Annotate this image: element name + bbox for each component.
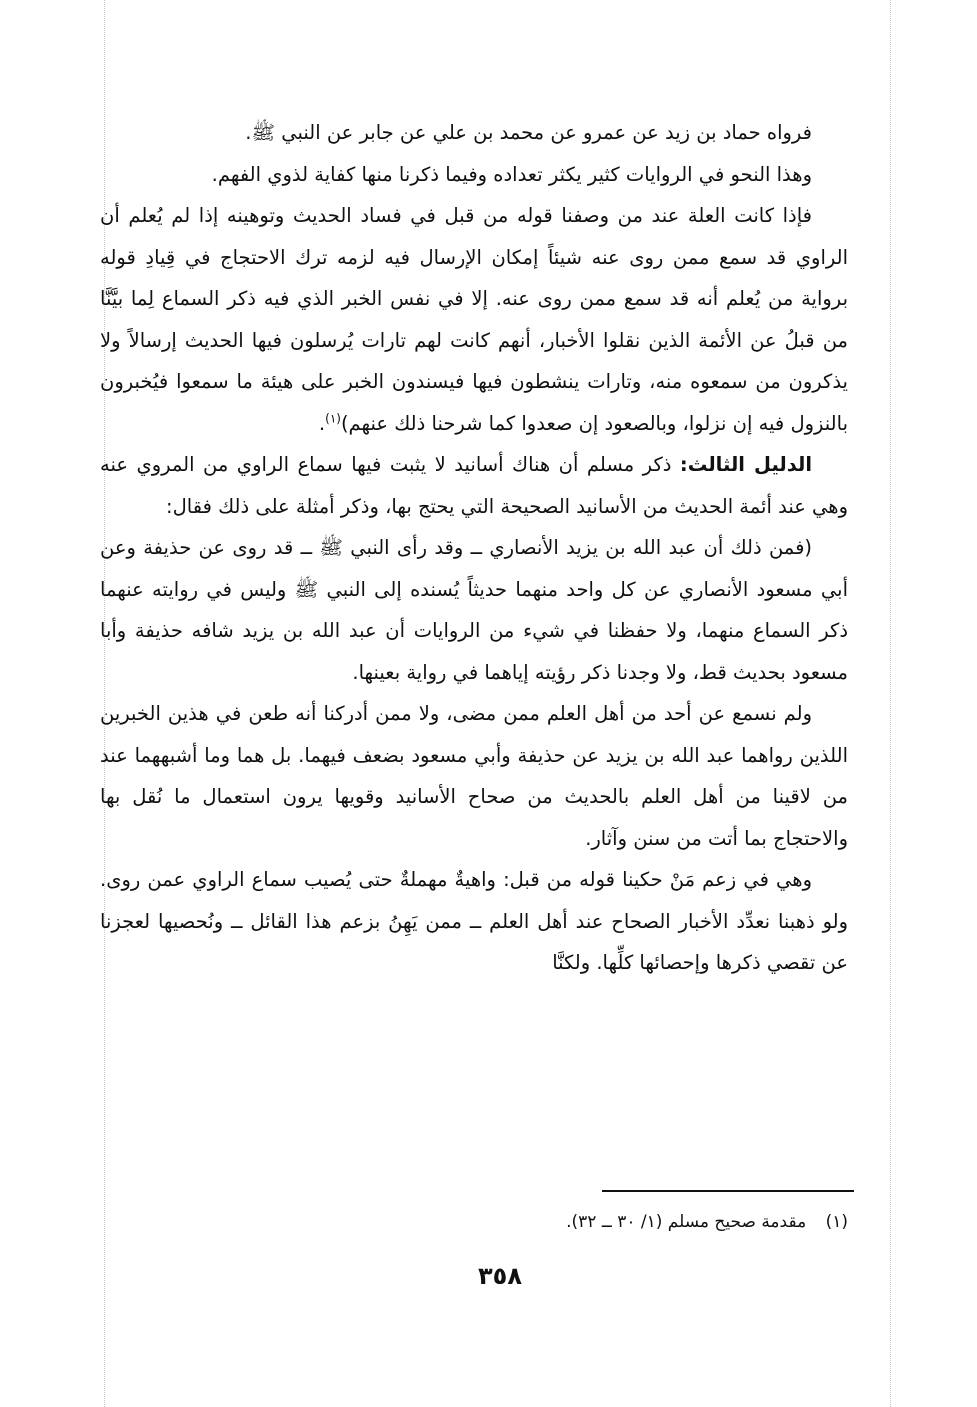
paragraph: وهذا النحو في الروايات كثير يكثر تعداده وفيما ذكرنا منها كفاية لذوي الفهم.	[211, 162, 812, 186]
paragraph: وهي في زعم مَنْ حكينا قوله من قبل: واهيةٌ مهملةٌ حتى يُصيب سماع الراوي عمن روى. ولو ذهبنا نعدِّد الأخبار الصحاح عند أهل العلم ــ ممن يَهِنُ بزعم هذا القائل ــ ونُحصيها لعجزنا عن تقصي ذكرها وإحصائها كلِّها. ولكنَّا	[100, 868, 848, 974]
scan-dotted-line	[890, 0, 891, 1407]
page-number: ٣٥٨	[478, 1262, 522, 1290]
paragraph-text: ذكر مسلم أن هناك أسانيد لا يثبت فيها سماع الراوي من المروي عنه وهي عند أئمة الحديث من الأسانيد الصحيحة التي يحتج بها، وذكر أمثلة على ذلك فقال:	[100, 453, 848, 518]
paragraph-text: فإذا كانت العلة عند من وصفنا قوله من قبل في فساد الحديث وتوهينه إذا لم يُعلم أن الراوي قد سمع ممن روى عنه شيئاً إمكان الإرسال فيه لزمه ترك الاحتجاج في قِيادِ قوله برواية من يُعلم أنه قد سمع ممن روى عنه. إلا في نفس الخبر الذي فيه ذكر السماع لِما بيَّنَّا من قبلُ عن الأئمة الذين نقلوا الأخبار، أنهم كانت لهم تارات يُرسلون فيها الحديث إرسالاً ولا يذكرون من سمعوه منه، وتارات ينشطون فيها فيسندون الخبر على هيئة ما سمعوا فيُخبرون بالنزول فيه إن نزلوا، وبالصعود إن صعدوا كما شرحنا ذلك عنهم)	[100, 204, 848, 435]
main-text	[100, 112, 848, 984]
footnote-ref: (١)	[325, 411, 341, 425]
paragraph-end: .	[318, 411, 326, 435]
footnote-text: مقدمة صحيح مسلم (١/ ٣٠ ــ ٣٢).	[566, 1212, 807, 1232]
paragraph	[100, 195, 848, 444]
section-label: الدليل الثالث:	[679, 453, 812, 476]
footnote-divider	[602, 1190, 854, 1192]
paragraph: فرواه حماد بن زيد عن عمرو عن محمد بن علي عن جابر عن النبي ﷺ.	[245, 121, 812, 144]
footnote	[300, 1207, 848, 1237]
paragraph	[100, 444, 848, 527]
footnote-number: (١)	[825, 1212, 848, 1232]
paragraph: ولم نسمع عن أحد من أهل العلم ممن مضى، ولا ممن أدركنا أنه طعن في هذين الخبرين اللذين رواهما عبد الله بن يزيد عن حذيفة وأبي مسعود بضعف فيهما. بل هما وما أشبههما عند من لاقينا من أهل العلم بالحديث من صحاح الأسانيد وقويها يرون استعمال ما نُقل بها والاحتجاج بما أتت من سنن وآثار.	[100, 702, 848, 850]
paragraph: (فمن ذلك أن عبد الله بن يزيد الأنصاري ــ وقد رأى النبي ﷺ ــ قد روى عن حذيفة وعن أبي مسعود الأنصاري عن كل واحد منهما حديثاً يُسنده إلى النبي ﷺ وليس في روايته عنهما ذكر السماع منهما، ولا حفظنا في شيء من الروايات أن عبد الله بن يزيد شافه حذيفة وأبا مسعود بحديث قط، ولا وجدنا ذكر رؤيته إياهما في رواية بعينها.	[100, 536, 848, 684]
